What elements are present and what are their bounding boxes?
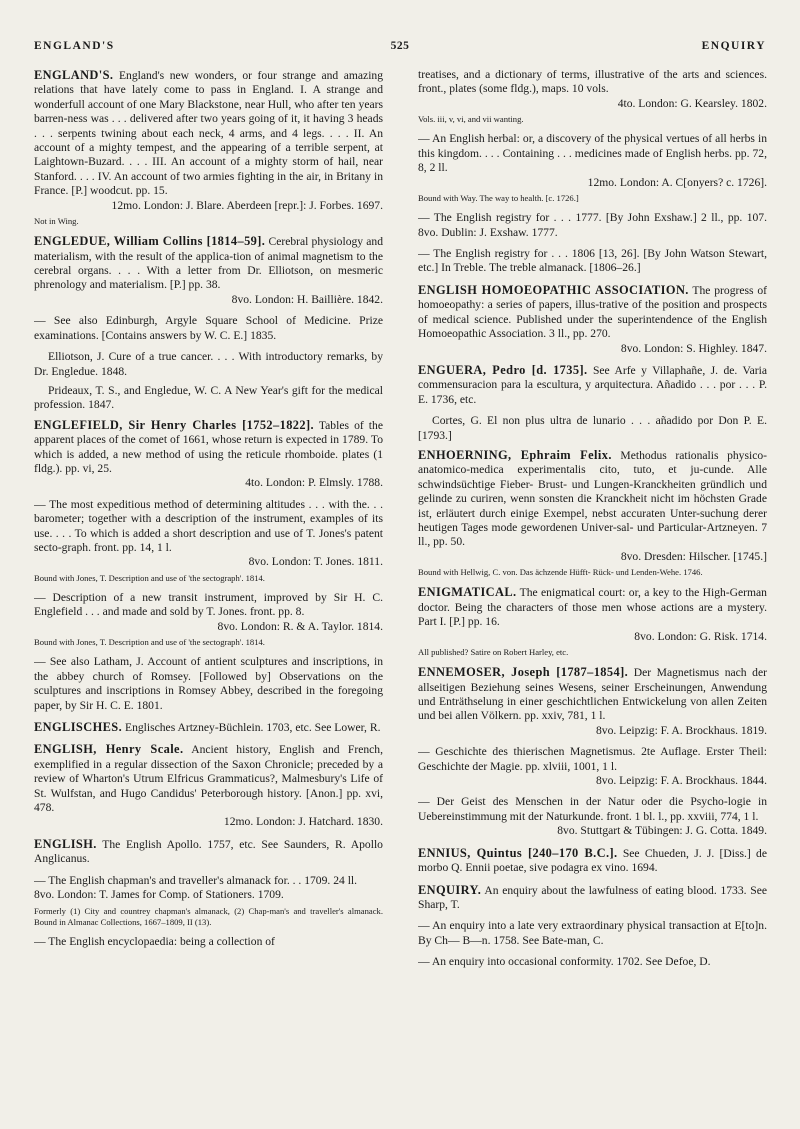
catalogue-entry [34, 720, 383, 735]
entry-heading: ENGLISCHES. [34, 720, 123, 735]
entry-note: Bound with Jones, T. Description and use of 'the sectograph'. 1814. [34, 572, 265, 583]
entry-imprint: 8vo. London: S. Highley. 1847. [620, 341, 767, 355]
entry-body [418, 363, 767, 407]
cross-reference: Elliotson, J. Cure of a true cancer. . . . With introductory remarks, by Dr. Engledue. 1848. [34, 350, 383, 378]
entry-heading: ENGLEDUE, William Collins [1814–59]. [34, 234, 266, 249]
entry-imprint: 8vo. Leipzig: F. A. Brockhaus. 1819. [595, 723, 767, 737]
catalogue-entry [418, 846, 767, 876]
entry-text: — Der Geist des Menschen in der Natur oder die Psycho-logie in Uebereinstimmung mit der Naturkunde. front. 1 bl. l., pp. xxviii, 774, 1 l. [418, 795, 767, 823]
entry-text: — The most expeditious method of determining altitudes . . . with the. . . barometer; together with a description of the instrument, examples of its use. . . . To which is added a short description and use of T. Jones's patent secto-graph. front. pp. 14, 1 l. [34, 497, 383, 554]
entry-text: Ancient history, English and French, exemplified in a regular dissection of the Saxon Chronicle; preceded by a review of Wharton's Utrum Elfricus Grammaticus?, Malmesbury's Life of St. Wulfstan, and Hugo Candidus' Peterborough history. [Anon.] pp. xvi, 478. [34, 743, 383, 815]
catalogue-entry [34, 418, 383, 491]
cross-reference: Prideaux, T. S., and Engledue, W. C. A New Year's gift for the medical profession. 1847. [34, 383, 383, 412]
entry-text: The English Apollo. 1757, etc. See Saunders, R. Apollo Anglicanus. [34, 837, 383, 866]
entry-text: — An enquiry into occasional conformity. 1702. See Defoe, D. [418, 955, 711, 969]
entry-imprint: 8vo. Dresden: Hilscher. [1745.] [620, 549, 767, 563]
entry-text: Der Magnetismus nach der allseitigen Beziehung seines Wesens, seiner Erscheinungen, Anwendung und Enträthselung in einer geschichtlichen Entwickelung von allen Zeiten und bei allen Völkern. pp. xxiv, 781, 1 l. [418, 666, 767, 723]
entry-body [418, 211, 767, 240]
entry-imprint: 8vo. Stuttgart & Tübingen: J. G. Cotta. 1849. [557, 824, 767, 838]
entry-text: Methodus rationalis physico-anatomico-medica experimentalis cito, tuto, et ju-cunde. Alle schwindsüchtige Fieber- Brust- und Lungen-Kranckheiten gründlich und gelinde zu curiren, wenn sonsten die Kranckheit nicht im höchsten Grade ist, erläutert durch einige Exempel, nebst accuraten Unter-suchung derer heutigen Tages mode gewordenen Univer-sal- und Particular-Artzneyen. 7 ll., pp. 50. [418, 448, 767, 549]
entry-body [418, 883, 767, 913]
entry-text: See Chueden, J. J. [Diss.] de morbo Q. Ennii poetae, sive podagra ex vino. 1694. [418, 846, 767, 875]
entry-body [418, 919, 767, 948]
entry-imprint: 8vo. Leipzig: F. A. Brockhaus. 1844. [595, 774, 767, 788]
entry-imprint: 8vo. London: G. Risk. 1714. [634, 629, 767, 643]
header-left: ENGLAND'S [34, 40, 115, 52]
page-number: 525 [390, 40, 410, 52]
entry-text: — The English chapman's and traveller's almanack for. . . 1709. 24 ll. [34, 873, 358, 887]
entry-body [34, 742, 383, 815]
entry-text: — The English encyclopaedia: being a collection of [34, 934, 275, 948]
catalogue-entry [418, 883, 767, 913]
catalogue-entry [34, 874, 383, 928]
entry-note: Vols. iii, v, vi, and vii wanting. [418, 114, 524, 125]
entry-imprint: 12mo. London: J. Blare. Aberdeen [repr.]: J. Forbes. 1697. [111, 198, 383, 212]
entry-body [418, 846, 767, 876]
catalogue-entry [418, 955, 767, 969]
entry-body [418, 247, 767, 276]
entry-text: treatises, and a dictionary of terms, illustrative of the arts and sciences. front., plates (some fldg.), maps. 10 vols. [418, 68, 767, 96]
entry-heading: ENHOERNING, Ephraim Felix. [418, 447, 612, 462]
entry-note: Not in Wing. [34, 216, 79, 227]
running-header [34, 40, 766, 56]
catalogue-entry [34, 742, 383, 829]
catalogue-entry [34, 314, 383, 343]
cross-reference: Cortes, G. El non plus ultra de lunario . . . añadido por Don P. E. [1793.] [418, 414, 767, 442]
entry-body [418, 795, 767, 824]
catalogue-entry [34, 837, 383, 867]
entry-heading: ENGLISH, Henry Scale. [34, 742, 184, 757]
entry-imprint: 8vo. London: H. Baillière. 1842. [231, 292, 383, 306]
entry-text: Cerebral physiology and materialism, with the result of the applica-tion of animal magnetism to the cerebral organs. . . . With a letter from Dr. Elliotson, on mesmeric phrenology and materialism. [P.] pp. 38. [34, 235, 383, 292]
entry-imprint: 8vo. London: T. James for Comp. of Stationers. 1709. [34, 888, 284, 902]
entry-text: — Geschichte des thierischen Magnetismus. 2te Auflage. Erster Theil: Geschichte der Magie. pp. xlviii, 1001, 1 l. [418, 745, 767, 773]
entry-text: Tables of the apparent places of the comet of 1661, whose return is expected in 1789. To which is added, a new method of using the reticule rhomboide. plates (1 fldg.). pp. vi, 25. [34, 418, 383, 475]
right-column [418, 68, 767, 1109]
entry-text: The enigmatical court: or, a key to the High-German doctor. Being the characters of those men whose actions are a mystery. Part I. [P.] pp. 16. [418, 586, 767, 629]
entry-body [418, 955, 767, 969]
catalogue-entry [418, 745, 767, 788]
catalogue-entry [34, 935, 383, 949]
entry-text: — Description of a new transit instrument, improved by Sir H. C. Englefield . . . and made and sold by T. Jones. front. pp. 8. [34, 591, 383, 619]
entry-heading: ENGLISH. [34, 836, 97, 851]
entry-body [34, 314, 383, 343]
catalogue-entry [34, 498, 383, 584]
entry-body [34, 874, 383, 888]
entry-heading: ENGLISH HOMOEOPATHIC ASSOCIATION. [418, 282, 689, 297]
entry-imprint: 12mo. London: J. Hatchard. 1830. [223, 815, 383, 829]
catalogue-entry [418, 283, 767, 356]
catalogue-entry [34, 655, 383, 713]
catalogue-entry [34, 234, 383, 307]
entry-body [34, 234, 383, 293]
entry-body [418, 585, 767, 629]
entry-heading: ENNIUS, Quintus [240–170 B.C.]. [418, 845, 618, 860]
entry-imprint: 4to. London: G. Kearsley. 1802. [617, 96, 767, 110]
entry-text: — The English registry for . . . 1777. [By John Exshaw.] 2 ll., pp. 107. 8vo. Dublin: J. Exshaw. 1777. [418, 211, 767, 239]
entry-text: The progress of homoeopathy: a series of papers, illus-trative of the position and prospects of medical science. Published under the superintendence of the English Homoeopathic Association. 3 ll., pp. 270. [418, 283, 767, 341]
catalogue-entry [418, 919, 767, 948]
entry-body [34, 935, 383, 949]
header-right: ENQUIRY [701, 40, 766, 52]
entry-note: All published? Satire on Robert Harley, etc. [418, 647, 569, 658]
entry-body [418, 132, 767, 175]
catalogue-entry [418, 448, 767, 578]
entry-note: Bound with Way. The way to health. [c. 1726.] [418, 193, 579, 204]
entry-heading: ENGUERA, Pedro [d. 1735]. [418, 362, 588, 377]
entry-body [34, 68, 383, 199]
catalogue-entry [418, 247, 767, 276]
entry-text: — See also Latham, J. Account of antient sculptures and inscriptions, in the abbey church of Romsey. [Followed by] Observations on the sculptures and inscriptions in Romsey Abbey, described in the foregoing paper, by Sir H. C. E. 1801. [34, 655, 383, 712]
entry-body [418, 283, 767, 342]
catalogue-entry [418, 665, 767, 738]
entry-body [34, 418, 383, 477]
entry-text: An enquiry about the lawfulness of eating blood. 1733. See Sharp, T. [418, 883, 767, 911]
entry-note: Bound with Jones, T. Description and use of 'the sectograph'. 1814. [34, 637, 265, 648]
entry-text: See Arfe y Villaphañe, J. de. Varia commensuracion para la escultura, y arquitectura. Añadido . . . por . . . P. E. 1736, etc. [418, 363, 767, 406]
catalogue-entry [418, 795, 767, 838]
entry-heading: ENNEMOSER, Joseph [1787–1854]. [418, 665, 629, 680]
entry-body [34, 837, 383, 867]
entry-heading: ENGLAND'S. [34, 68, 114, 82]
entry-body [34, 655, 383, 713]
catalogue-entry [418, 585, 767, 658]
entry-body [34, 498, 383, 556]
entry-imprint: 8vo. London: R. & A. Taylor. 1814. [217, 619, 383, 633]
entry-heading: ENIGMATICAL. [418, 585, 517, 600]
entry-imprint: 4to. London: P. Elmsly. 1788. [245, 476, 383, 490]
entry-text: — An English herbal: or, a discovery of the physical vertues of all herbs in this kingdom. . . . Containing . . . medicines made of English herbs. pp. 72, 8, 2 ll. [418, 132, 767, 175]
entry-body [418, 745, 767, 774]
entry-note: Formerly (1) City and countrey chapman's almanack, (2) Chap-man's and traveller's almanack. Bound in Almanac Collections, 1667–1809, II (13). [34, 905, 383, 927]
catalogue-entry [418, 132, 767, 204]
entry-text: England's new wonders, or four strange and amazing relations that have lately come to pass in England. I. A strange and wonderfull account of one Mary Blackstone, near Hull, who after ten years barren-ness was . . . delivered after two years going of it, it having 3 heads . . . serpents twining about each neck, 4 arms, and 4 legs. . . . II. An account of a mighty tempest, and the appearing of a terrible serpent, at Laightown-Buzard. . . . III. An account of a mighty storm of hail, near Stanford. . . . IV. An account of two armies fighting in the air, in Britany in France. [P.] woodcut. pp. 15. [34, 69, 383, 198]
entry-text: — See also Edinburgh, Argyle Square School of Medicine. Prize examinations. [Contains answers by W. C. E.] 1835. [34, 314, 383, 342]
entry-text: — An enquiry into a late very extraordinary physical transaction at E[to]n. By Ch— B—n. 1758. See Bate-man, C. [418, 919, 767, 947]
catalogue-entry [418, 363, 767, 407]
entry-text: Englisches Artzney-Büchlein. 1703, etc. See Lower, R. [124, 721, 381, 735]
entry-heading: ENGLEFIELD, Sir Henry Charles [1752–1822]. [34, 417, 315, 432]
catalogue-entry [34, 68, 383, 227]
entry-body [418, 448, 767, 550]
entry-text: — The English registry for . . . 1806 [13, 26]. [By John Watson Stewart, etc.] In Treble. The treble almanack. [1806–26.] [418, 247, 767, 275]
left-column [34, 68, 383, 1109]
entry-body [418, 68, 767, 97]
entry-note: Bound with Hellwig, C. von. Das ächzende Hüfft- Rück- und Lenden-Wehe. 1746. [418, 567, 703, 578]
catalogue-entry [418, 68, 767, 125]
entry-body [34, 591, 383, 620]
entry-imprint: 8vo. London: T. Jones. 1811. [248, 555, 383, 569]
catalogue-entry [34, 591, 383, 648]
entry-body [418, 665, 767, 724]
catalogue-entry [418, 211, 767, 240]
entry-heading: ENQUIRY. [418, 882, 482, 897]
entry-imprint: 12mo. London: A. C[onyers? c. 1726]. [587, 175, 767, 189]
entry-body [34, 720, 383, 735]
